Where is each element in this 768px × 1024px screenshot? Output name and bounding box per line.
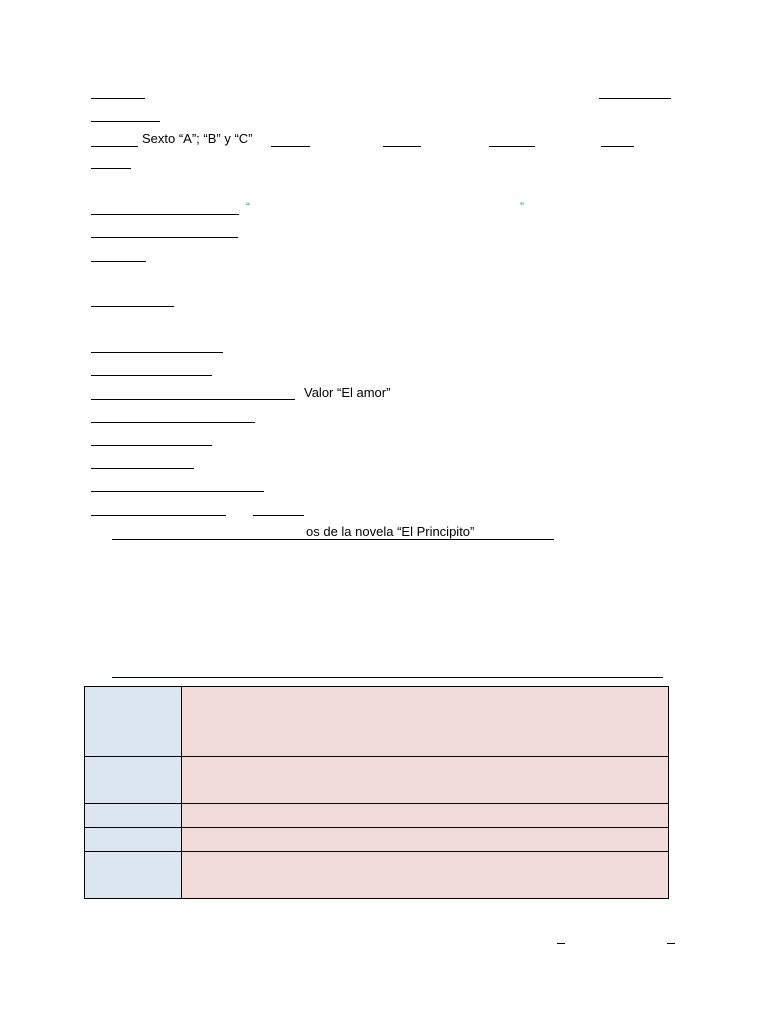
table-row [85,852,669,899]
value-text: Valor “El amor” [304,385,391,400]
blank-line [91,168,131,169]
blank-line [91,121,160,122]
table-row [85,757,669,804]
blank-line [91,445,212,446]
value-cell [182,687,669,757]
blank-line [91,352,223,353]
blank-line [91,422,255,423]
blank-line [91,515,226,516]
label-cell [85,687,182,757]
footer-dash [557,943,565,944]
blank-line [383,146,421,147]
activity-text: os de la novela “El Principito” [306,524,475,539]
footer-dash [667,943,675,944]
blank-line [253,515,304,516]
open-quote: “ [246,200,250,214]
label-cell [85,828,182,852]
blank-line [489,146,535,147]
blank-line [91,468,194,469]
blank-line [601,146,634,147]
close-quote: ” [520,200,524,214]
blank-line [599,98,671,99]
table-row [85,828,669,852]
blank-line [91,237,238,238]
blank-line [91,214,239,215]
value-cell [182,852,669,899]
blank-line [271,146,310,147]
info-table [84,686,669,899]
blank-line [91,98,145,99]
blank-line [91,261,146,262]
table-row [85,804,669,828]
value-cell [182,804,669,828]
value-cell [182,828,669,852]
blank-line [91,399,295,400]
blank-line [91,306,174,307]
table-row [85,687,669,757]
grade-text: Sexto “A”; “B” y “C” [142,131,253,146]
blank-line [91,491,264,492]
label-cell [85,852,182,899]
blank-line [91,375,212,376]
blank-line [91,146,138,147]
label-cell [85,757,182,804]
value-cell [182,757,669,804]
label-cell [85,804,182,828]
separator-line [112,677,663,678]
